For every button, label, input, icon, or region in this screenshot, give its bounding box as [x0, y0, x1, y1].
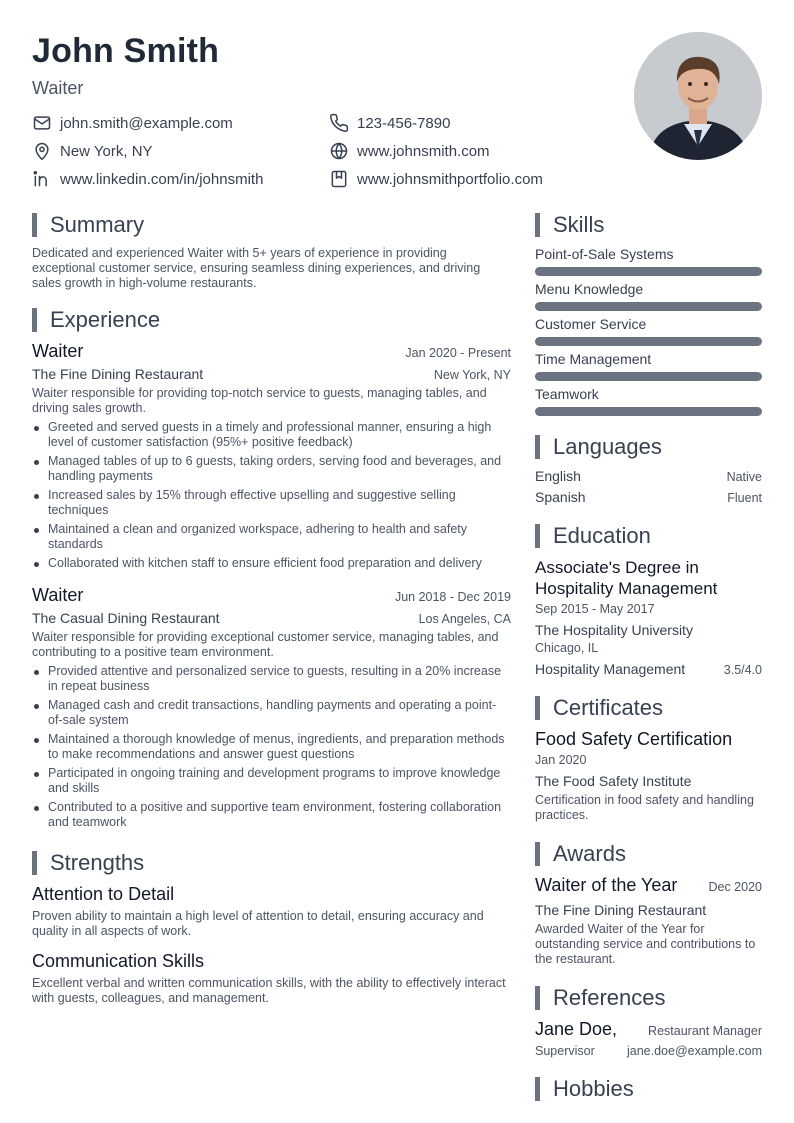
certificate-title: Food Safety Certification: [535, 729, 733, 749]
phone-text: 123-456-7890: [357, 114, 451, 132]
languages-heading-text: Languages: [553, 434, 662, 459]
portfolio-text: www.johnsmithportfolio.com: [357, 170, 543, 188]
linkedin-text: www.linkedin.com/in/johnsmith: [60, 170, 264, 188]
experience-heading-text: Experience: [50, 307, 161, 332]
contact-location: [32, 140, 153, 162]
section-accent-bar: [535, 986, 540, 1010]
resume-header: [32, 30, 632, 99]
strength-text: Proven ability to maintain a high level of attention to detail, ensuring accuracy and quality in all aspects of work.: [32, 909, 484, 938]
job-location: New York, NY: [433, 368, 511, 382]
contact-portfolio[interactable]: [329, 168, 543, 190]
awards-heading: [535, 841, 762, 867]
job-bullet: Provided attentive and personalized service to guests, resulting in a 20% increase in repeat business: [32, 664, 511, 694]
job-entry: [32, 341, 511, 571]
candidate-name: John Smith: [32, 32, 220, 70]
language-item: [535, 468, 762, 484]
contact-linkedin[interactable]: [32, 168, 263, 190]
certificate-issuer: The Food Safety Institute: [535, 773, 692, 789]
candidate-title: Waiter: [32, 78, 84, 98]
education-gpa: 3.5/4.0: [723, 663, 762, 677]
award-entry: [535, 875, 762, 967]
map-pin-icon: [32, 141, 52, 161]
reference-position: Restaurant Manager: [648, 1024, 762, 1038]
strength-title: Communication Skills: [32, 951, 205, 971]
section-accent-bar: [535, 435, 540, 459]
reference-relation: Supervisor: [535, 1044, 595, 1058]
education-institution: The Hospitality University: [535, 622, 693, 638]
references-heading-text: References: [553, 985, 666, 1010]
strengths-heading: [32, 850, 511, 876]
contact-phone[interactable]: [329, 112, 450, 134]
job-role: Waiter: [32, 585, 84, 605]
contact-website[interactable]: [329, 140, 490, 162]
skill-level-bar: [535, 407, 762, 416]
strength-item: [32, 884, 511, 939]
education-field: Hospitality Management: [535, 661, 686, 677]
language-level: Native: [726, 470, 762, 484]
strength-item: [32, 951, 511, 1006]
job-company: The Fine Dining Restaurant: [32, 366, 204, 382]
job-bullet: Managed cash and credit transactions, handling payments and operating a point-of-sale system: [32, 698, 511, 728]
right-column: [535, 212, 762, 1110]
job-bullet: Increased sales by 15% through effective upselling and suggestive selling techniques: [32, 488, 511, 518]
language-level: Fluent: [727, 491, 762, 505]
skills-heading-text: Skills: [553, 212, 605, 237]
skill-level-bar: [535, 302, 762, 311]
certificates-heading-text: Certificates: [553, 695, 664, 720]
contact-email[interactable]: [32, 112, 233, 134]
job-bullet: Greeted and served guests in a timely and professional manner, ensuring a high level of customer satisfaction (95%+ positive feedback): [32, 420, 511, 450]
phone-icon: [329, 113, 349, 133]
education-location: Chicago, IL: [535, 641, 599, 655]
language-name: Spanish: [535, 489, 586, 505]
skill-name: Teamwork: [535, 386, 599, 402]
section-accent-bar: [535, 842, 540, 866]
awards-heading-text: Awards: [553, 841, 626, 866]
bookmark-icon: [329, 169, 349, 189]
job-bullet: Maintained a clean and organized workspace, adhering to health and safety standards: [32, 522, 511, 552]
strength-title: Attention to Detail: [32, 884, 175, 904]
award-issuer: The Fine Dining Restaurant: [535, 902, 707, 918]
certificate-entry: [535, 729, 762, 823]
section-accent-bar: [32, 308, 37, 332]
job-bullet: Managed tables of up to 6 guests, taking orders, serving food and beverages, and handling payments: [32, 454, 511, 484]
globe-icon: [329, 141, 349, 161]
section-accent-bar: [535, 696, 540, 720]
education-degree: Associate's Degree in Hospitality Management: [535, 558, 718, 598]
education-dates: Sep 2015 - May 2017: [535, 602, 655, 616]
skills-heading: [535, 212, 762, 238]
envelope-icon: [32, 113, 52, 133]
summary-heading: [32, 212, 511, 238]
language-item: [535, 489, 762, 505]
skill-level-bar: [535, 372, 762, 381]
skill-level-bar: [535, 337, 762, 346]
languages-heading: [535, 434, 762, 460]
job-dates: Jan 2020 - Present: [405, 346, 511, 360]
hobbies-heading: [535, 1076, 762, 1102]
certificate-date: Jan 2020: [535, 753, 587, 767]
section-accent-bar: [535, 524, 540, 548]
certificate-description: Certification in food safety and handling practices.: [535, 793, 754, 822]
references-heading: [535, 985, 762, 1011]
award-description: Awarded Waiter of the Year for outstanding service and contributions to the restaurant.: [535, 922, 756, 966]
award-date: Dec 2020: [708, 880, 762, 894]
left-column: [32, 212, 511, 1018]
job-bullet: Maintained a thorough knowledge of menus, ingredients, and preparation methods to make recommendations and answer guest questions: [32, 732, 511, 762]
profile-photo: [634, 32, 762, 160]
email-text: john.smith@example.com: [60, 114, 233, 132]
job-entry: [32, 585, 511, 830]
linkedin-icon: [32, 169, 52, 189]
location-text: New York, NY: [60, 142, 153, 160]
website-text: www.johnsmith.com: [357, 142, 490, 160]
skill-item: [535, 246, 762, 276]
strength-text: Excellent verbal and written communication skills, with the ability to effectively interact with guests, colleagues, and management.: [32, 976, 506, 1005]
job-location: Los Angeles, CA: [418, 612, 511, 626]
reference-entry: [535, 1019, 762, 1058]
summary-heading-text: Summary: [50, 212, 145, 237]
job-description: Waiter responsible for providing exceptional customer service, managing tables, and contributing to a positive team environment.: [32, 630, 499, 659]
section-accent-bar: [32, 213, 37, 237]
job-company: The Casual Dining Restaurant: [32, 610, 220, 626]
strengths-heading-text: Strengths: [50, 850, 145, 875]
education-entry: [535, 557, 762, 677]
education-heading: [535, 523, 762, 549]
hobbies-heading-text: Hobbies: [553, 1076, 634, 1101]
experience-heading: [32, 307, 511, 333]
skill-item: [535, 351, 762, 381]
portrait-image: [634, 32, 762, 160]
summary-text: Dedicated and experienced Waiter with 5+ years of experience in providing exceptional customer service, ensuring seamless dining experiences, and driving sales growth in high-volume restaurants.: [32, 246, 481, 290]
section-accent-bar: [32, 851, 37, 875]
job-role: Waiter: [32, 341, 84, 361]
reference-email[interactable]: jane.doe@example.com: [627, 1044, 762, 1058]
job-dates: Jun 2018 - Dec 2019: [394, 590, 511, 604]
skills-list: [535, 246, 762, 416]
skill-name: Menu Knowledge: [535, 281, 644, 297]
skill-name: Time Management: [535, 351, 652, 367]
skill-item: [535, 281, 762, 311]
award-title: Waiter of the Year: [535, 875, 678, 895]
skill-item: [535, 316, 762, 346]
skill-item: [535, 386, 762, 416]
skill-name: Point-of-Sale Systems: [535, 246, 674, 262]
section-accent-bar: [535, 1077, 540, 1101]
job-bullets: [32, 420, 511, 571]
job-bullet: Contributed to a positive and supportive team environment, fostering collaboration and teamwork: [32, 800, 511, 830]
skill-name: Customer Service: [535, 316, 647, 332]
job-bullet: Collaborated with kitchen staff to ensure efficient food preparation and delivery: [32, 556, 511, 571]
job-description: Waiter responsible for providing top-notch service to guests, managing tables, and driving sales growth.: [32, 386, 487, 415]
section-accent-bar: [535, 213, 540, 237]
job-bullet: Participated in ongoing training and development programs to improve knowledge and skills: [32, 766, 511, 796]
education-heading-text: Education: [553, 523, 651, 548]
job-bullets: [32, 664, 511, 830]
language-name: English: [535, 468, 581, 484]
skill-level-bar: [535, 267, 762, 276]
reference-name: Jane Doe,: [535, 1019, 618, 1039]
languages-list: [535, 468, 762, 505]
certificates-heading: [535, 695, 762, 721]
